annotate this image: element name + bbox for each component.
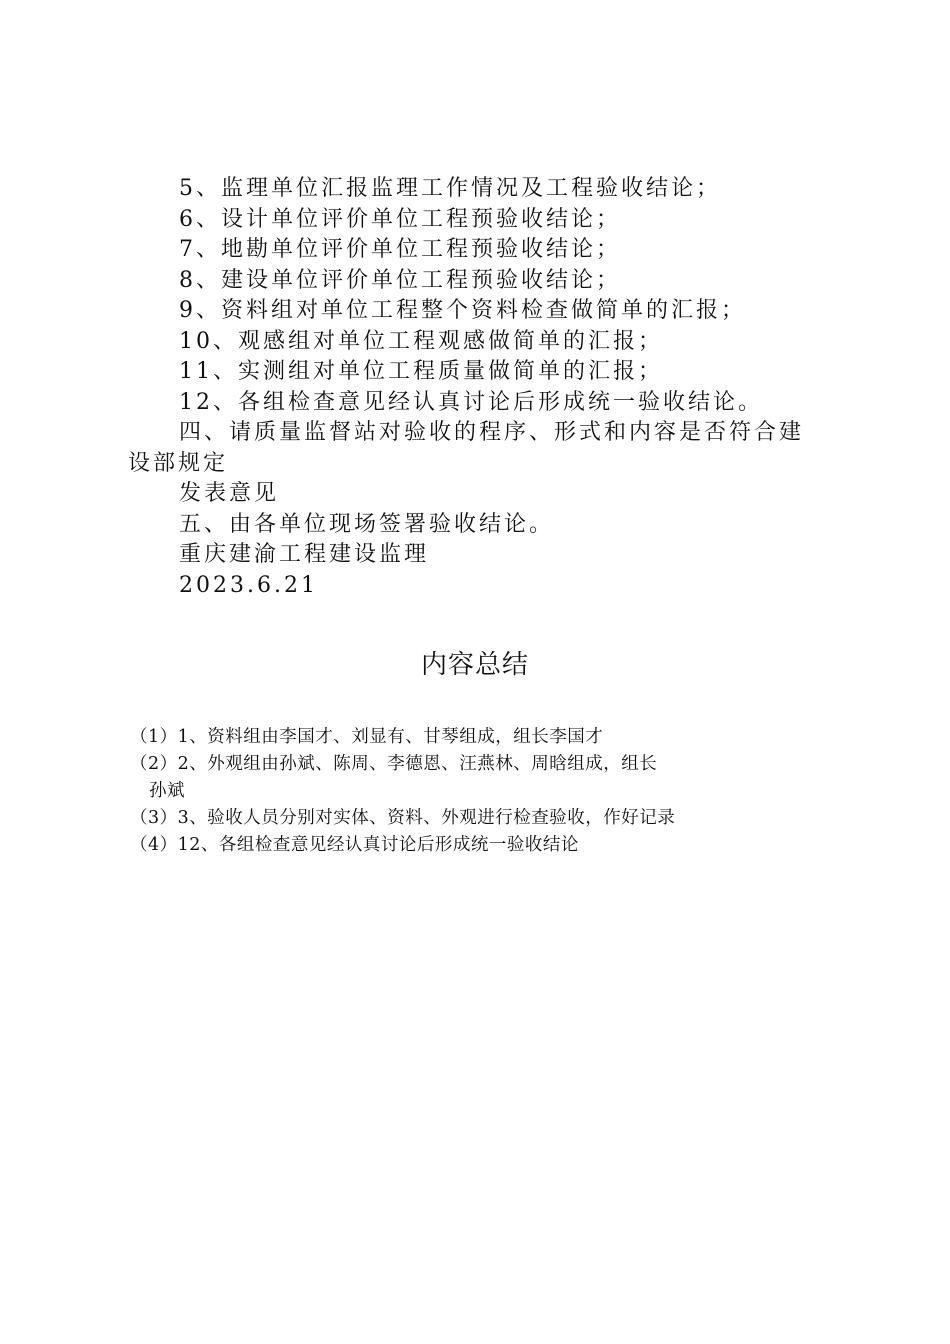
org-name: 重庆建渝工程建设监理 [179, 542, 430, 567]
summary-title: 内容总结 [420, 650, 529, 680]
section-four-line1: 四、请质量监督站对验收的程序、形式和内容是否符合建 [179, 420, 805, 445]
summary-item [130, 724, 810, 751]
section-four-line2: 设部规定 [128, 450, 229, 476]
summary-item-text: （4）12、各组检查意见经认真讨论后形成统一验收结论 [130, 835, 579, 855]
section-four-line3: 发表意见 [179, 481, 280, 506]
section-five: 五、由各单位现场签署验收结论。 [179, 511, 555, 537]
list-item: 6、设计单位评价单位工程预验收结论； [179, 206, 621, 232]
summary-item-continuation: 孙斌 [149, 781, 185, 801]
summary-item [130, 751, 810, 805]
summary-list [130, 724, 810, 859]
list-item: 11、实测组对单位工程质量做简单的汇报； [179, 359, 663, 384]
date: 2023.6.21 [179, 572, 318, 598]
summary-item [130, 805, 810, 832]
list-item: 8、建设单位评价单位工程预验收结论； [179, 267, 621, 293]
list-item: 7、地勘单位评价单位工程预验收结论； [179, 237, 621, 262]
list-item: 5、监理单位汇报监理工作情况及工程验收结论； [179, 176, 721, 201]
summary-item-text: （1）1、资料组由李国才、刘显有、甘琴组成，组长李国才 [130, 727, 604, 747]
summary-item-text: （2）2、外观组由孙斌、陈周、李德恩、汪燕林、周晗组成，组长 [130, 754, 658, 774]
list-item: 10、观感组对单位工程观感做简单的汇报； [179, 328, 663, 354]
body-text [128, 174, 828, 601]
list-item: 12、各组检查意见经认真讨论后形成统一验收结论。 [179, 389, 763, 415]
summary-item [130, 832, 810, 859]
summary-item-text: （3）3、验收人员分别对实体、资料、外观进行检查验收，作好记录 [130, 808, 676, 828]
list-item: 9、资料组对单位工程整个资料检查做简单的汇报； [179, 298, 746, 323]
